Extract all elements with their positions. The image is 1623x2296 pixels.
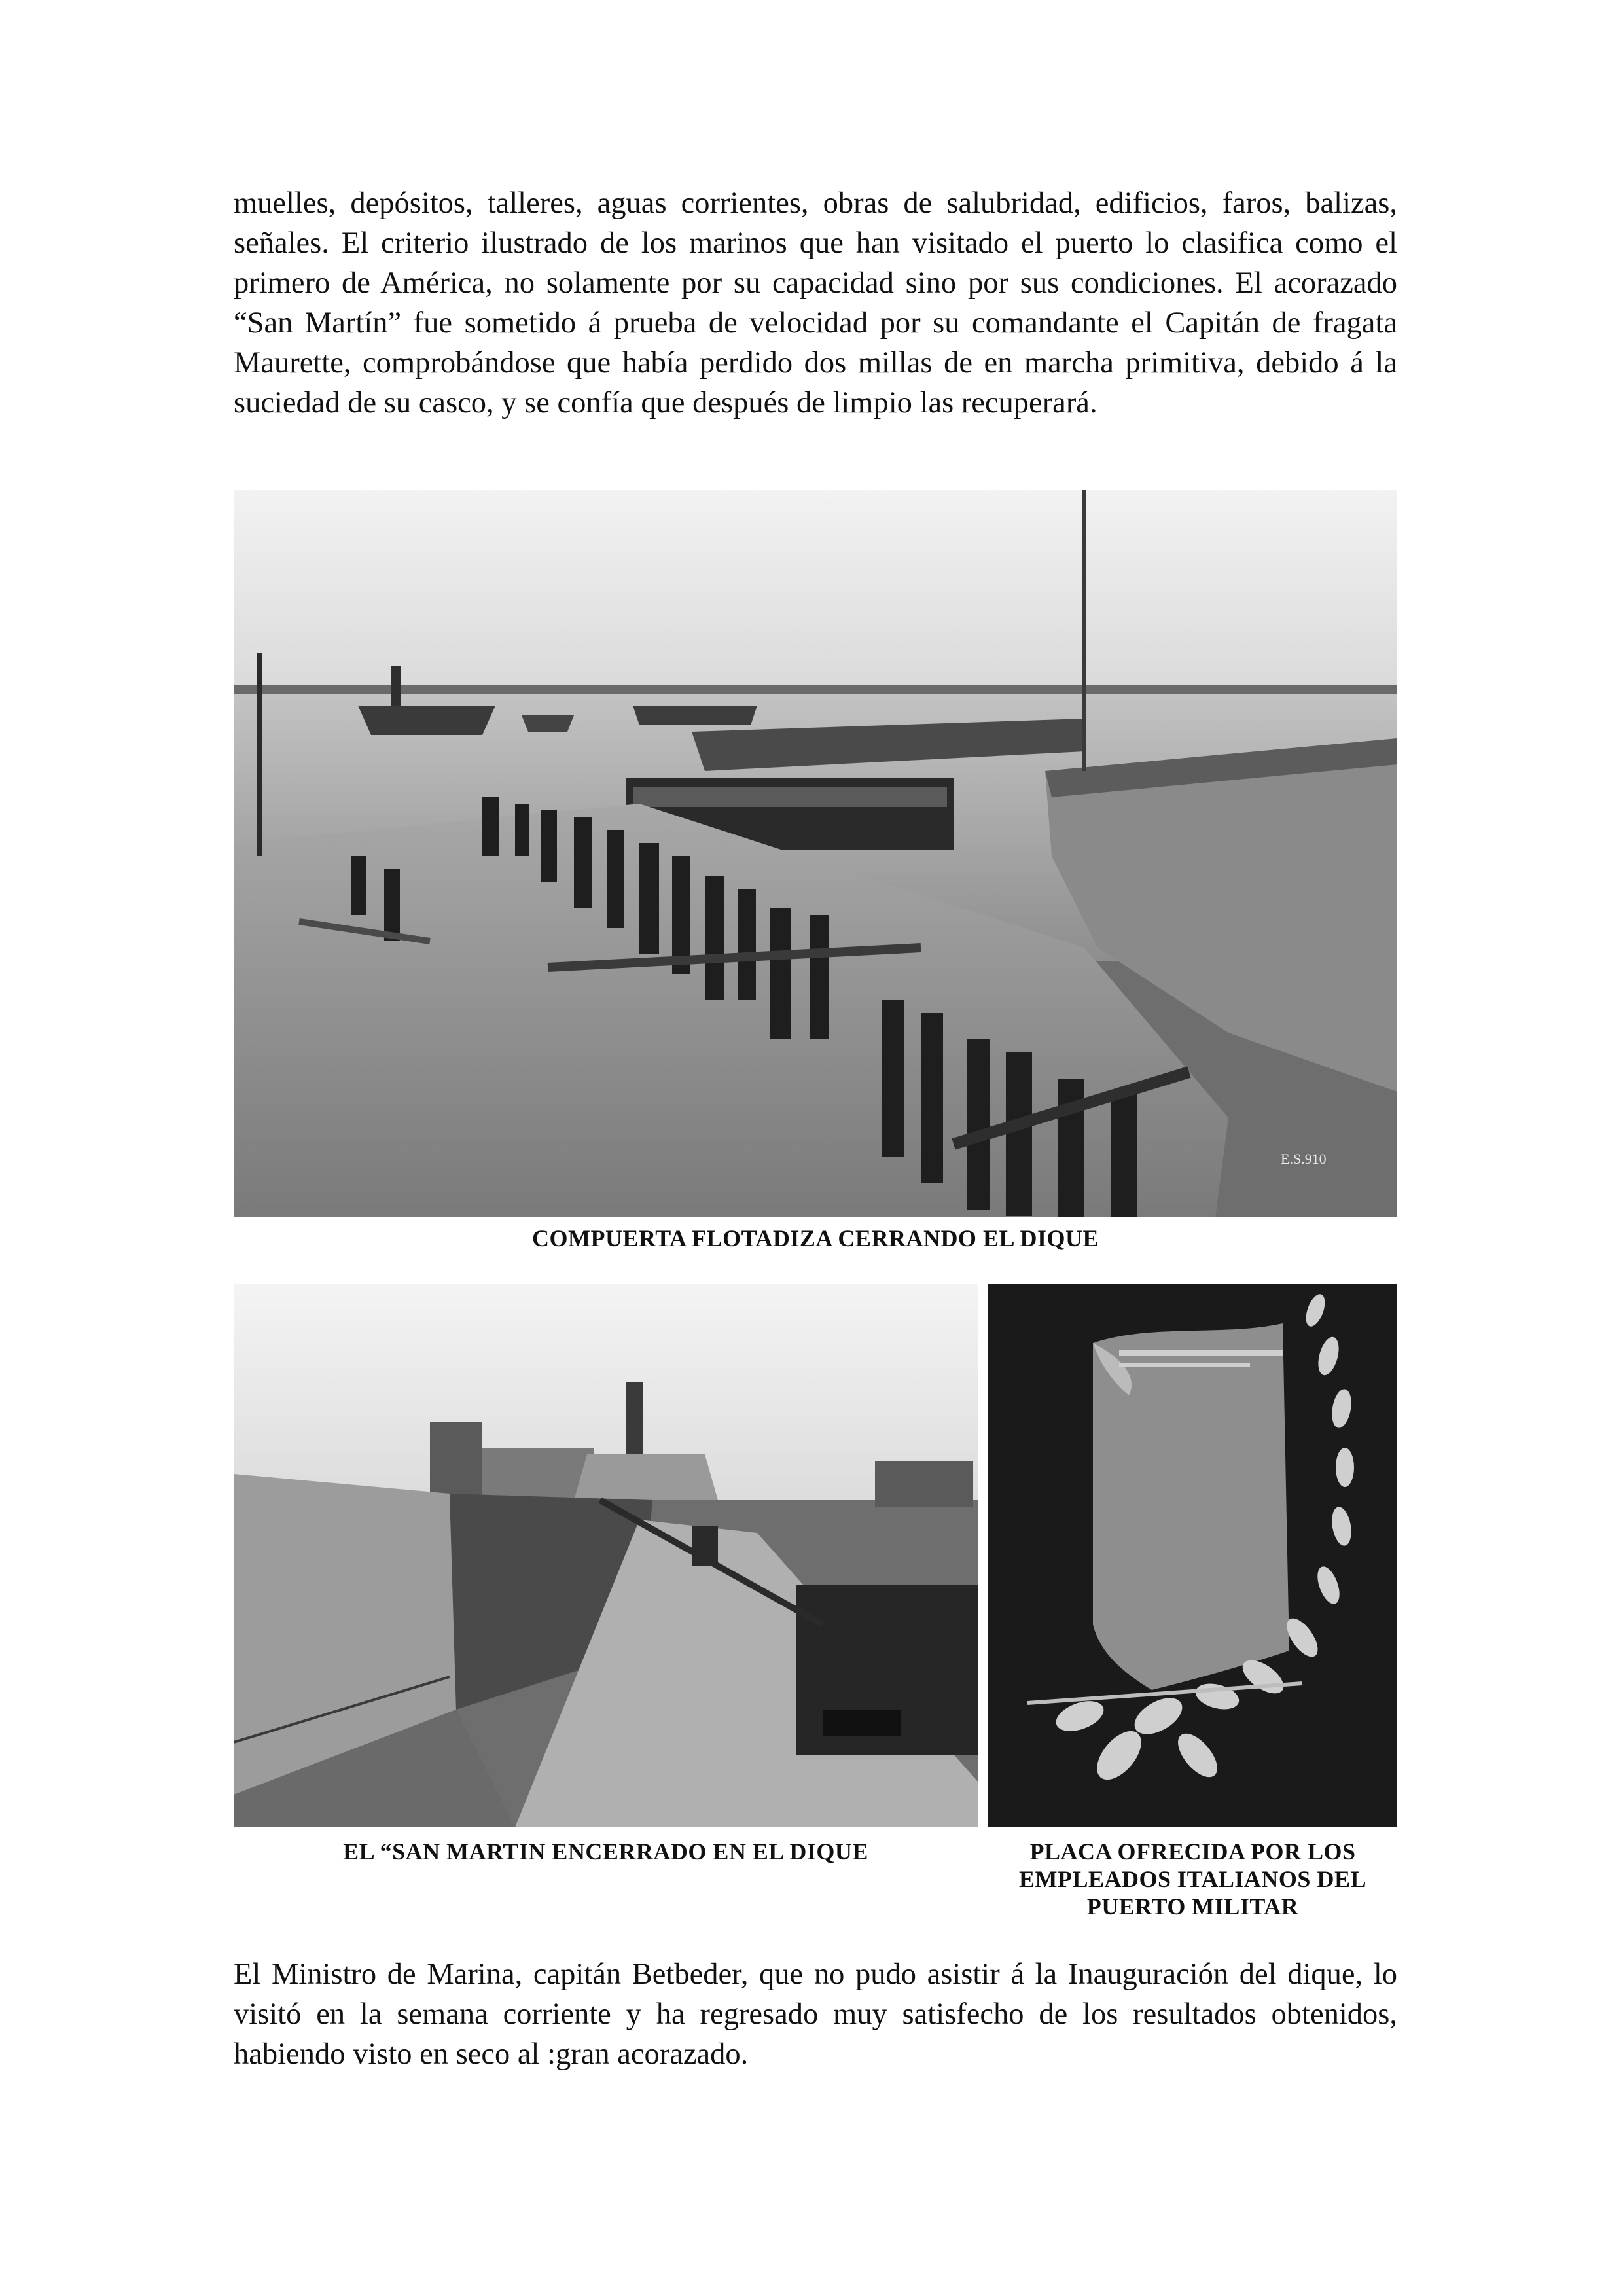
photo-mark: E.S.910 [1281,1151,1327,1167]
plaque-caption-line-1: PLACA OFRECIDA POR LOS [1029,1839,1356,1865]
ship-in-dock-caption: EL “SAN MARTIN ENCERRADO EN EL DIQUE [343,1839,868,1865]
plaque-caption-line-3: PUERTO MILITAR [1086,1893,1299,1920]
dock-gate-photo [234,490,1397,1217]
plaque-caption-line-2: EMPLEADOS ITALIANOS DEL [1019,1866,1366,1892]
body-paragraph-top: muelles, depósitos, talleres, aguas corrientes, obras de salubridad, edificios, faros, balizas, señales. El criterio ilustrado de los marinos que han visitado el puerto lo clasifica como el primero de América, no solamente por su capacidad sino por sus condiciones. El acorazado “San Martín” fue sometido á prueba de velocidad por su comandante el Capitán de fragata Maurette, comprobándose que había perdido dos millas de en marcha primitiva, debido á la suciedad de su casco, y se confía que después de limpio las recuperará. [234,187,1397,420]
ship-in-dock-photo [234,1284,978,1827]
dock-gate-caption: COMPUERTA FLOTADIZA CERRANDO EL DIQUE [532,1225,1099,1251]
plaque-photo [988,1284,1397,1827]
plaque-caption [982,1838,1404,1920]
body-paragraph-bottom: El Ministro de Marina, capitán Betbeder, que no pudo asistir á la Inauguración del dique, lo visitó en la semana corriente y ha regresado muy satisfecho de los resultados obtenidos, habiendo visto en seco al :gran acorazado. [234,1958,1397,2071]
